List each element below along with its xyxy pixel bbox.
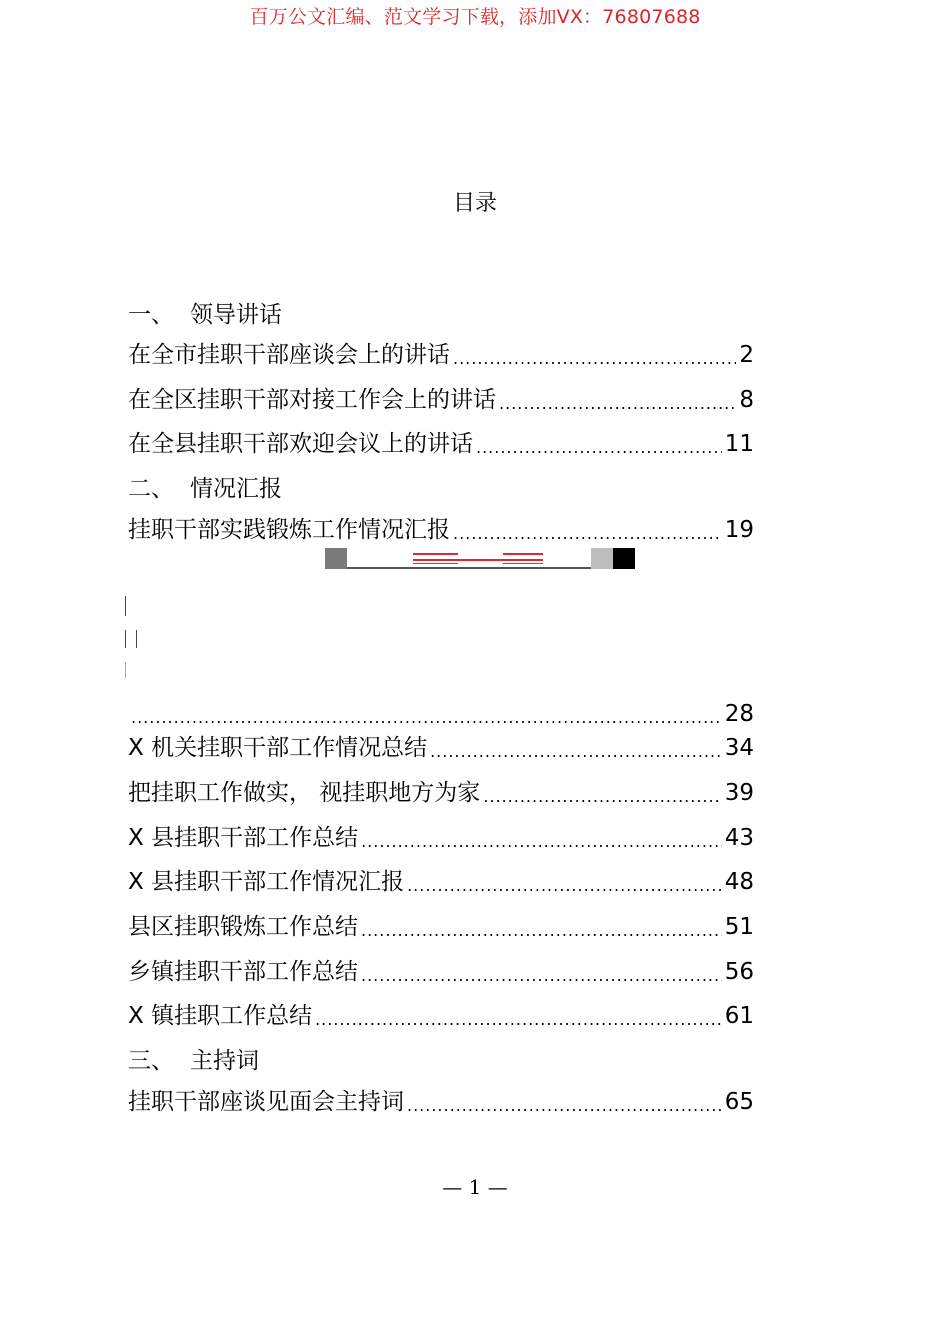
- dot-leader: [453, 515, 722, 545]
- toc-entry-title: 在全县挂职干部欢迎会议上的讲话: [128, 431, 473, 457]
- section-label: 领导讲话: [190, 302, 282, 328]
- section-number: 三、: [128, 1048, 174, 1074]
- toc-entry-page: 2: [739, 342, 754, 368]
- toc-entry-title: 把挂职工作做实， 视挂职地方为家: [128, 780, 481, 806]
- toc-entry-title: 在全区挂职干部对接工作会上的讲话: [128, 387, 496, 413]
- section-label: 主持词: [190, 1048, 259, 1074]
- dot-leader: [361, 823, 722, 853]
- toc-entry[interactable]: [128, 729, 754, 763]
- watermark-banner: 百万公文汇编、范文学习下载，添加VX：76807688: [249, 6, 701, 28]
- toc-entry-title: 县区挂职锻炼工作总结: [128, 914, 358, 940]
- toc-entry-page: 34: [724, 735, 754, 761]
- section-heading-3: [128, 1046, 259, 1080]
- toc-entry-page: 19: [724, 517, 754, 543]
- page-number-footer: — 1 —: [442, 1175, 508, 1199]
- section-heading-2: [128, 474, 282, 508]
- toc-entry-page: 51: [724, 914, 754, 940]
- dot-leader: [131, 699, 722, 729]
- section-heading-1: [128, 300, 282, 334]
- section-number: 二、: [128, 476, 174, 502]
- toc-entry[interactable]: [128, 1083, 754, 1117]
- toc-entry[interactable]: [128, 997, 754, 1031]
- toc-entry-title: 挂职干部座谈见面会主持词: [128, 1089, 404, 1115]
- dot-leader: [483, 778, 721, 808]
- dot-leader: [430, 733, 722, 763]
- toc-entry[interactable]: [128, 425, 754, 459]
- dot-leader: [315, 1001, 722, 1031]
- render-artifact-line: [125, 630, 126, 648]
- dot-leader: [361, 912, 722, 942]
- toc-entry-page: 56: [724, 959, 754, 985]
- toc-entry[interactable]: [128, 336, 754, 370]
- toc-entry-title: X 镇挂职工作总结: [128, 1003, 313, 1029]
- render-artifact-line: [125, 596, 126, 616]
- toc-entry[interactable]: [128, 863, 754, 897]
- dot-leader: [453, 340, 736, 370]
- render-artifact-line: [136, 630, 137, 648]
- dot-leader: [407, 867, 722, 897]
- toc-entry[interactable]: [128, 774, 754, 808]
- toc-entry-page: 11: [724, 431, 754, 457]
- toc-entry-page: 48: [724, 869, 754, 895]
- toc-entry-title: 在全市挂职干部座谈会上的讲话: [128, 342, 450, 368]
- section-number: 一、: [128, 302, 174, 328]
- toc-entry-page: 39: [724, 780, 754, 806]
- toc-entry-title: X 县挂职干部工作情况汇报: [128, 869, 405, 895]
- toc-entry-title: 挂职干部实践锻炼工作情况汇报: [128, 517, 450, 543]
- toc-entry-title: X 县挂职干部工作总结: [128, 825, 359, 851]
- toc-entry[interactable]: [128, 953, 754, 987]
- render-artifact-line: [125, 662, 126, 678]
- toc-entry[interactable]: [128, 819, 754, 853]
- toc-entry[interactable]: [128, 908, 754, 942]
- toc-entry-title: X 机关挂职干部工作情况总结: [128, 735, 428, 761]
- toc-entry[interactable]: [128, 511, 754, 545]
- toc-entry[interactable]: [128, 381, 754, 415]
- dot-leader: [407, 1087, 722, 1117]
- toc-entry-page: 61: [724, 1003, 754, 1029]
- page-title: 目录: [452, 191, 497, 216]
- render-artifact-bar: [325, 548, 635, 570]
- toc-entry-page: 8: [739, 387, 754, 413]
- dot-leader: [361, 957, 722, 987]
- dot-leader: [476, 429, 722, 459]
- toc-entry-page: 28: [724, 701, 754, 727]
- toc-entry-title: 乡镇挂职干部工作总结: [128, 959, 358, 985]
- toc-entry-page: 43: [724, 825, 754, 851]
- dot-leader: [499, 385, 736, 415]
- section-label: 情况汇报: [190, 476, 282, 502]
- toc-entry[interactable]: [128, 695, 754, 729]
- toc-entry-page: 65: [724, 1089, 754, 1115]
